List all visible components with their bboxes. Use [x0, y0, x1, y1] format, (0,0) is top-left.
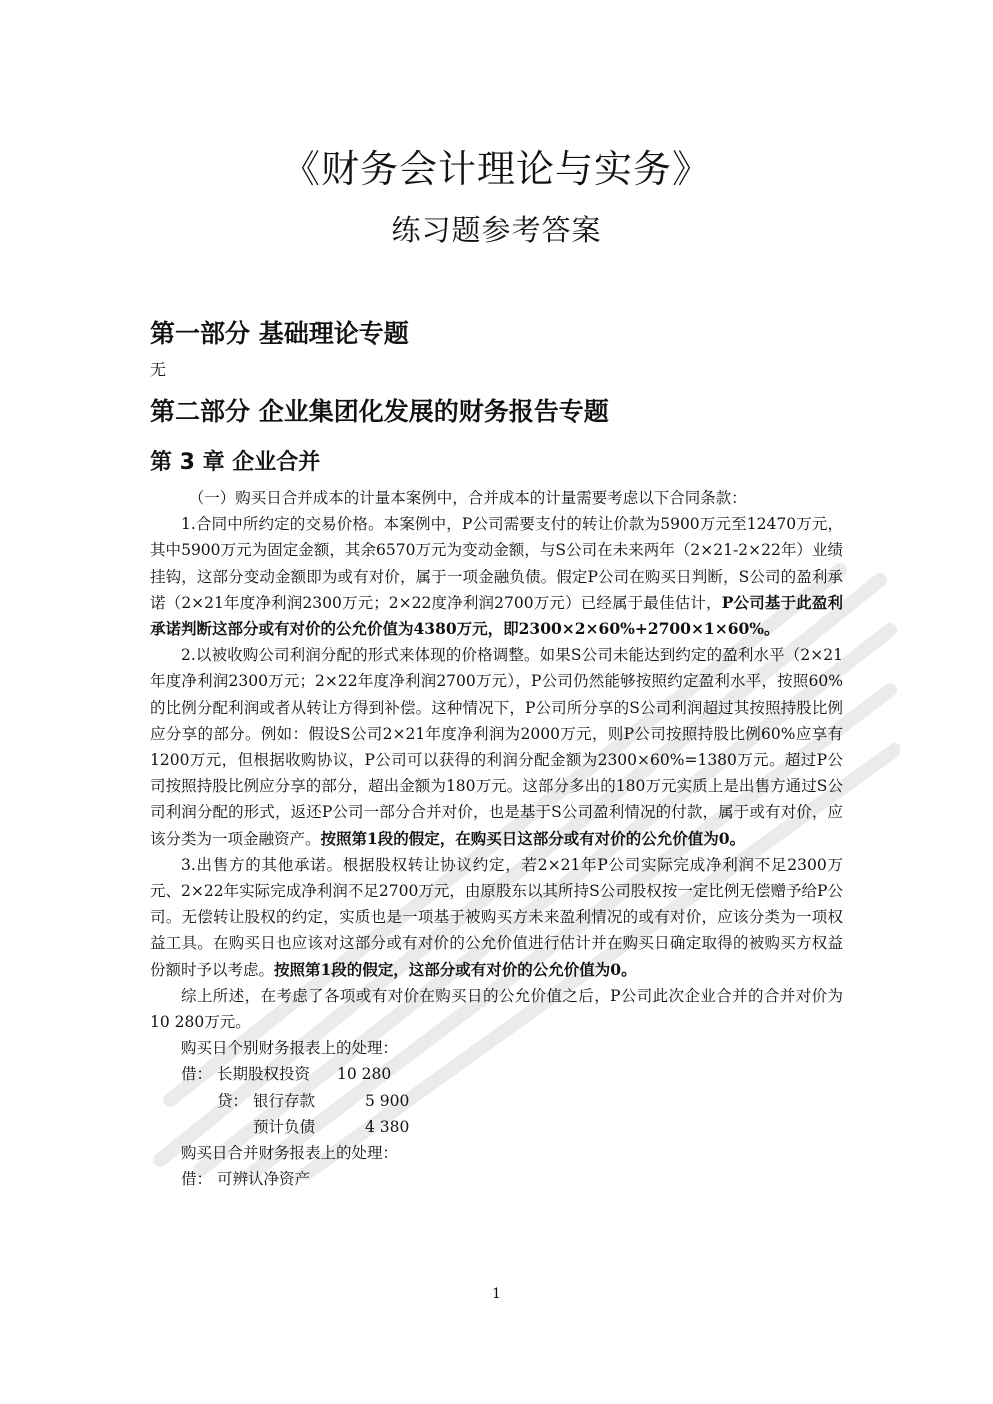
paragraph-3-text: 3.出售方的其他承诺。根据股权转让协议约定，若2×21年P公司实际完成净利润不足2300万元、2×22年实际完成净利润不足2700万元，由原股东以其所持S公司股权按一定比例无偿赠予给P公司。无偿转让股权的约定，实质也是一项基于被购买方未来盈利情况的或有对价，应该分类为一项权益工具。在购买日也应该对这部分或有对价的公允价值进行估计并在购买日确定取得的被购买方权益份额时予以考虑。	[150, 855, 843, 979]
document-title: 《财务会计理论与实务》	[281, 147, 711, 191]
journal-entry	[181, 1088, 843, 1114]
paragraph-1-text: 1.合同中所约定的交易价格。本案例中，P公司需要支付的转让价款为5900万元至12470万元，其中5900万元为固定金额，其余6570万元为变动金额，与S公司在未来两年（2×21-2×22年）业绩挂钩，这部分变动金额即为或有对价，属于一项金融负债。假定P公司在购买日判断，S公司的盈利承诺（2×21年度净利润2300万元；2×22度净利润2700万元）已经属于最佳估计，	[150, 515, 843, 612]
entry-amount: 10 280	[337, 1065, 392, 1084]
paragraph-3-bold: 按照第1段的假定，这部分或有对价的公允价值为0。	[274, 959, 637, 979]
entry-account: 银行存款	[253, 1091, 316, 1110]
paragraph-summary: 综上所述，在考虑了各项或有对价在购买日的公允价值之后，P公司此次企业合并的合并对价为10 280万元。	[150, 986, 843, 1032]
entry-account: 可辨认净资产	[217, 1170, 311, 1189]
entry-account: 预计负债	[253, 1117, 316, 1136]
entry-prefix: 贷：	[217, 1091, 249, 1110]
journal-entry	[181, 1061, 843, 1087]
part1-content: 无	[150, 360, 167, 379]
page-number: 1	[492, 1286, 501, 1302]
paragraph-2	[150, 642, 843, 852]
journal-individual	[150, 1061, 843, 1140]
paragraph-1-bold: P公司基于此盈利承诺判断这部分或有对价的公允价值为4380万元，即2300×2×60%+2700×1×60%。	[150, 592, 844, 639]
paragraph-intro: （一）购买日合并成本的计量本案例中，合并成本的计量需要考虑以下合同条款：	[188, 489, 747, 507]
journal-consolidated	[150, 1166, 843, 1192]
entry-amount: 5 900	[365, 1091, 410, 1110]
answer-body	[150, 485, 843, 1192]
part1-heading: 第一部分 基础理论专题	[150, 319, 409, 348]
paragraph-3	[150, 852, 843, 983]
paragraph-2-bold: 按照第1段的假定，在购买日这部分或有对价的公允价值为0。	[320, 828, 746, 848]
paragraph-1	[150, 511, 843, 642]
entry-prefix: 借：	[181, 1170, 213, 1189]
document-subtitle: 练习题参考答案	[391, 213, 602, 247]
paragraph-2-text: 2.以被收购公司利润分配的形式来体现的价格调整。如果S公司未能达到约定的盈利水平（2×21年度净利润2300万元；2×22年度净利润2700万元），P公司仍然能够按照约定盈利水平，按照60%的比例分配利润或者从转让方得到补偿。这种情况下，P公司所分享的S公司利润超过其按照持股比例应分享的部分。例如：假设S公司2×21年度净利润为2000万元，则P公司按照持股比例60%应享有1200万元，但根据收购协议，P公司可以获得的利润分配金额为2300×60%=1380万元。超过P公司按照持股比例应分享的部分，超出金额为180万元。这部分多出的180万元实质上是出售方通过S公司利润分配的形式，返还P公司一部分合并对价，也是基于S公司盈利情况的付款，属于或有对价，应该分类为一项金融资产。	[150, 646, 843, 848]
consolidated-statement-label: 购买日合并财务报表上的处理：	[181, 1144, 399, 1163]
journal-entry	[181, 1166, 843, 1192]
entry-prefix: 借：	[181, 1065, 213, 1084]
journal-entry	[181, 1114, 843, 1140]
part2-heading: 第二部分 企业集团化发展的财务报告专题	[150, 397, 609, 426]
entry-amount: 4 380	[365, 1117, 410, 1136]
entry-account: 长期股权投资	[217, 1065, 311, 1084]
individual-statement-label: 购买日个别财务报表上的处理：	[181, 1039, 399, 1058]
chapter3-heading: 第 3 章 企业合并	[150, 450, 321, 475]
